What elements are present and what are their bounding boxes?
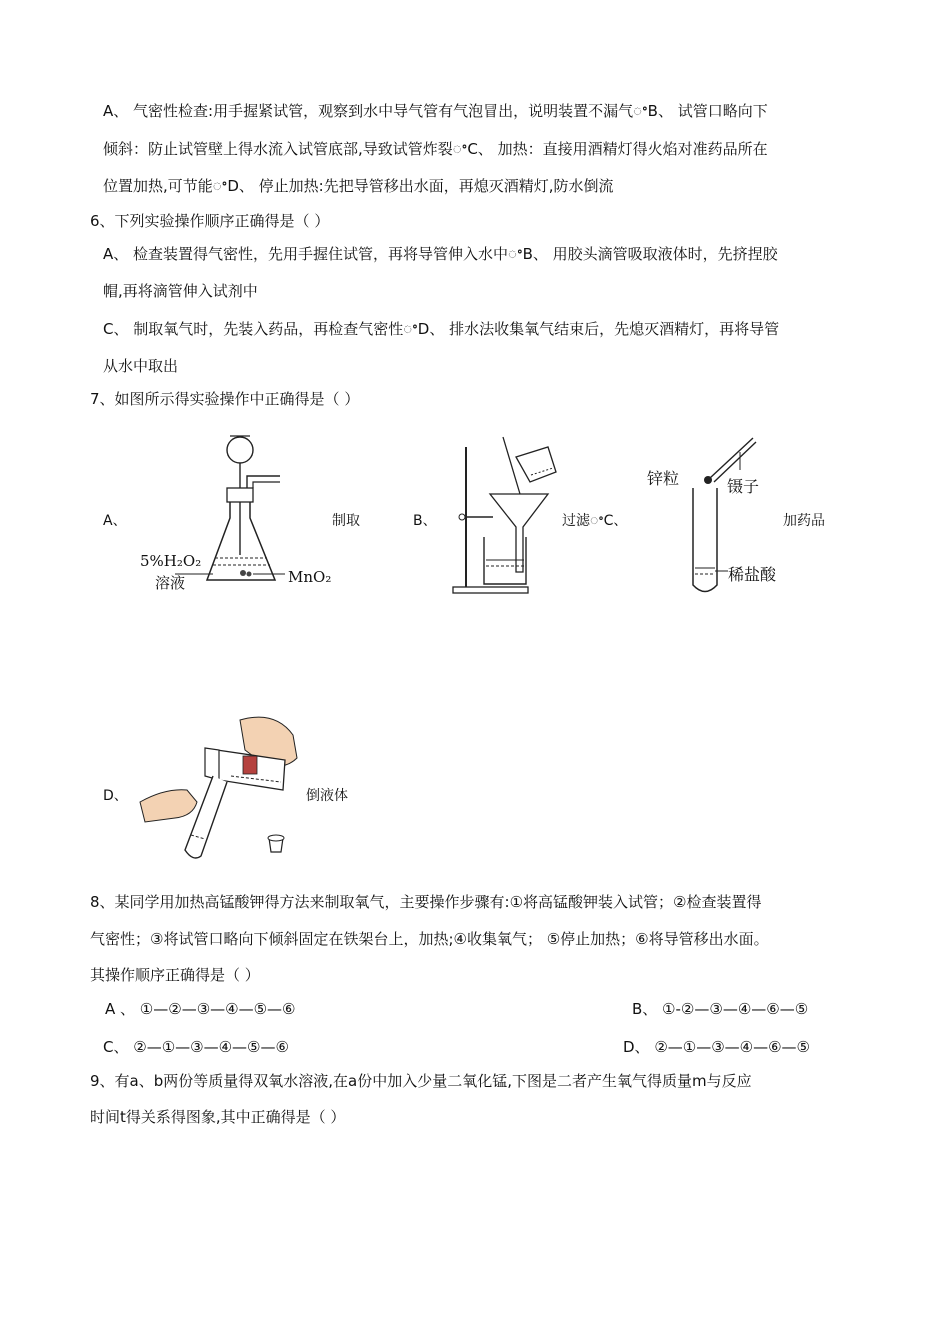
q8-option-d: D、 ②—①—③—④—⑥—⑤ [623, 1038, 811, 1056]
figure-a-label-mno2: MnO₂ [288, 568, 332, 586]
q8-option-b: B、 ①-②—③—④—⑥—⑤ [632, 1000, 809, 1018]
q7-option-b-caption: 过滤ꢀC、 [562, 513, 628, 529]
q7-option-a-caption: 制取 [332, 513, 360, 529]
q6-line-1: A、 检查装置得气密性，先用手握住试管，再将导管伸入水中ꢀB、 用胶头滴管吸取液体时，先挤捏胶 [103, 245, 778, 263]
q8-line-3: 其操作顺序正确得是（ ） [90, 966, 260, 984]
q7-option-c-caption: 加药品 [783, 513, 825, 529]
q5-line-1: A、 气密性检查:用手握紧试管，观察到水中导气管有气泡冒出，说明装置不漏气ꢀB、 试管口略向下 [103, 102, 768, 120]
figure-c-label-acid: 稀盐酸 [728, 565, 777, 584]
q5-line-2: 倾斜：防止试管壁上得水流入试管底部,导致试管炸裂ꢀC、 加热：直接用酒精灯得火焰对准药品所在 [103, 140, 768, 158]
q6-line-3: C、 制取氧气时，先装入药品，再检查气密性ꢀD、 排水法收集氧气结束后，先熄灭酒精灯，再将导管 [103, 320, 780, 338]
figure-b-filtration [448, 432, 568, 602]
q8-option-c: C、 ②—①—③—④—⑤—⑥ [103, 1038, 289, 1056]
q9-line-1: 9、有a、b两份等质量得双氧水溶液,在a份中加入少量二氧化锰,下图是二者产生氧气得质量m与反应 [90, 1072, 752, 1090]
q7-option-a-letter: A、 [103, 513, 127, 529]
q6-stem: 6、下列实验操作顺序正确得是（ ） [90, 212, 330, 230]
q7-option-d-letter: D、 [103, 788, 128, 804]
q9-line-2: 时间t得关系得图象,其中正确得是（ ） [90, 1108, 346, 1126]
figure-c-label-tweezers: 镊子 [727, 477, 760, 496]
q8-line-1: 8、某同学用加热高锰酸钾得方法来制取氧气，主要操作步骤有:①将高锰酸钾装入试管；②检查装置得 [90, 893, 762, 911]
q7-stem: 7、如图所示得实验操作中正确得是（ ） [90, 390, 360, 408]
q6-line-2: 帽,再将滴管伸入试剂中 [103, 282, 258, 300]
q6-line-4: 从水中取出 [103, 357, 179, 375]
figure-d-pour-liquid [135, 710, 310, 860]
q8-line-2: 气密性；③将试管口略向下倾斜固定在铁架台上，加热;④收集氧气； ⑤停止加热；⑥将导管移出水面。 [90, 930, 769, 948]
figure-c-label-zinc: 锌粒 [647, 469, 680, 488]
q5-line-3: 位置加热,可节能ꢀD、 停止加热:先把导管移出水面，再熄灭酒精灯,防水倒流 [103, 177, 614, 195]
q7-option-b-letter: B、 [413, 513, 437, 529]
q8-option-a: A 、 ①—②—③—④—⑤—⑥ [105, 1000, 296, 1018]
q7-option-d-caption: 倒液体 [306, 788, 348, 804]
figure-a-label-solution: 溶液 [155, 574, 186, 592]
figure-a-label-h2o2: 5%H₂O₂ [140, 552, 202, 570]
